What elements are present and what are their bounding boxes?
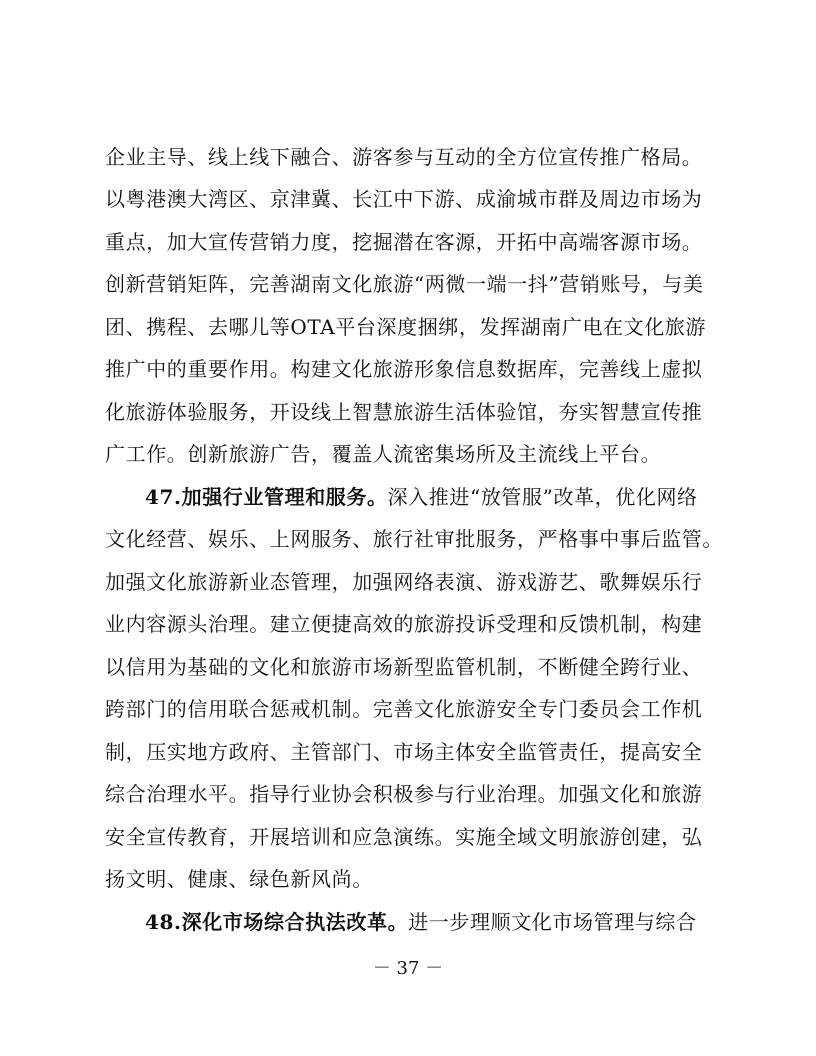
body-text-line: 创新营销矩阵，完善湖南文化旅游“两微一端一抖”营销账号，与美 [105, 272, 704, 296]
body-text-line: 广工作。创新旅游广告，覆盖人流密集场所及主流线上平台。 [105, 442, 662, 466]
section-48-first-line [145, 908, 715, 936]
body-text-line: 推广中的重要作用。构建文化旅游形象信息数据库，完善线上虚拟 [105, 357, 703, 381]
body-text-line: 业内容源头治理。建立便捷高效的旅游投诉受理和反馈机制，构建 [105, 612, 703, 636]
body-text-line: 文化经营、娱乐、上网服务、旅行社审批服务，严格事中事后监管。 [105, 527, 723, 551]
body-text-line: 以信用为基础的文化和旅游市场新型监管机制，不断健全跨行业、 [105, 655, 703, 679]
body-text-line: 制，压实地方政府、主管部门、市场主体安全监管责任，提高安全 [105, 740, 703, 764]
body-text-line: 综合治理水平。指导行业协会积极参与行业治理。加强文化和旅游 [105, 782, 703, 806]
body-text-line: 加强文化旅游新业态管理，加强网络表演、游戏游艺、歌舞娱乐行 [105, 570, 703, 594]
body-text-line: 企业主导、线上线下融合、游客参与互动的全方位宣传推广格局。 [105, 145, 703, 169]
body-text-line: 以粤港澳大湾区、京津冀、长江中下游、成渝城市群及周边市场为 [105, 187, 703, 211]
page-number: － 37 － [372, 958, 444, 979]
section-text: 深入推进“放管服”改革，优化网络 [387, 485, 698, 509]
section-text: 进一步理顺文化市场管理与综合 [408, 910, 697, 934]
section-heading: 47.加强行业管理和服务。 [145, 485, 388, 509]
body-text-line: 跨部门的信用联合惩戒机制。完善文化旅游安全专门委员会工作机 [105, 697, 703, 721]
body-text-line: 化旅游体验服务，开设线上智慧旅游生活体验馆，夯实智慧宣传推 [105, 400, 703, 424]
section-heading: 48.深化市场综合执法改革。 [145, 910, 409, 934]
section-47-first-line [145, 483, 715, 511]
body-text-line: 安全宣传教育，开展培训和应急演练。实施全域文明旅游创建，弘 [105, 825, 703, 849]
body-text-line: 扬文明、健康、绿色新风尚。 [105, 867, 373, 891]
body-text-line: 团、携程、去哪儿等OTA平台深度捆绑，发挥湖南广电在文化旅游 [105, 315, 707, 339]
body-text-line: 重点，加大宣传营销力度，挖掘潜在客源，开拓中高端客源市场。 [105, 230, 703, 254]
